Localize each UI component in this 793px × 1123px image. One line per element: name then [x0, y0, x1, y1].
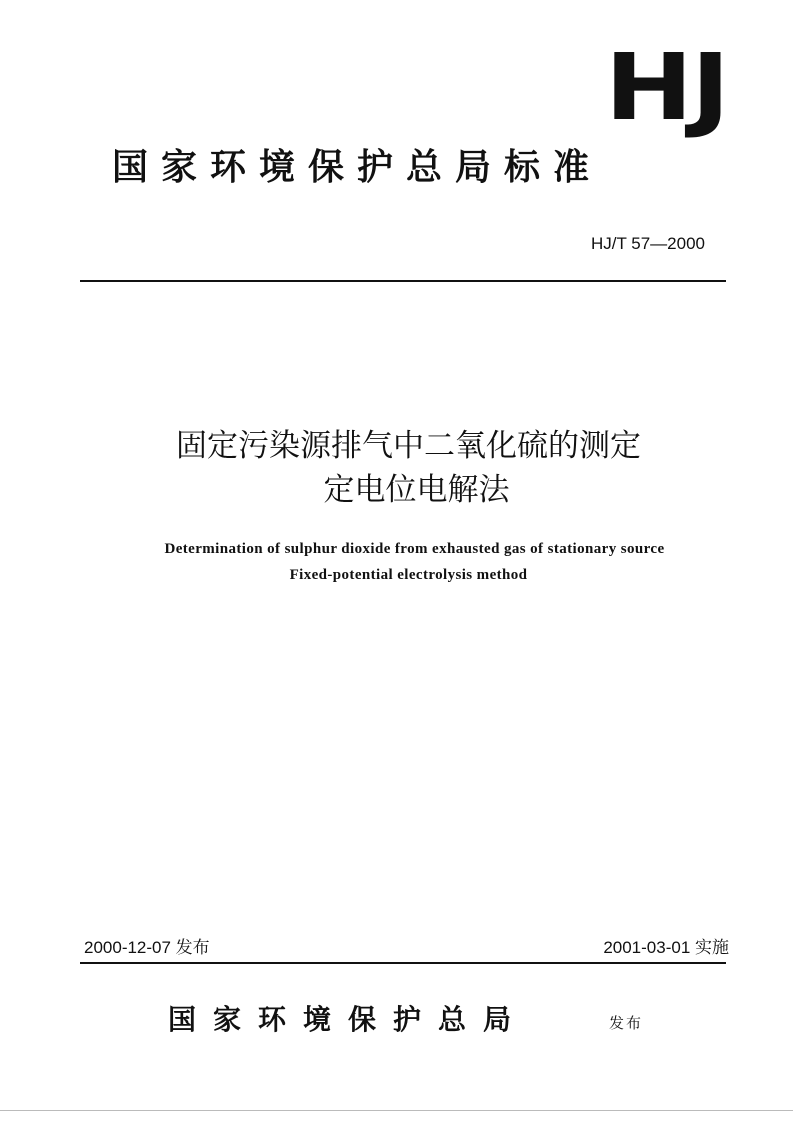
chinese-title-line-1: 固定污染源排气中二氧化硫的测定: [176, 428, 641, 464]
bottom-divider: [80, 962, 726, 964]
issue-date: 2000-12-07 发布: [84, 938, 210, 957]
english-title-line-2: Fixed-potential electrolysis method: [289, 567, 528, 583]
english-title-line-1: Determination of sulphur dioxide from exhausted gas of stationary source: [164, 541, 665, 557]
publish-label: 发布: [609, 1014, 644, 1032]
top-divider: [80, 280, 726, 282]
standard-number: HJ/T 57—2000: [590, 234, 705, 253]
implementation-date: 2001-03-01 实施: [603, 938, 729, 957]
chinese-title-line-2: 定电位电解法: [323, 472, 510, 508]
hj-logo: HJ: [604, 34, 728, 141]
page-edge-line: [0, 1110, 793, 1111]
issuer-title: 国家环境保护总局标准: [112, 146, 603, 188]
publisher-name: 国家环境保护总局: [168, 1003, 529, 1036]
